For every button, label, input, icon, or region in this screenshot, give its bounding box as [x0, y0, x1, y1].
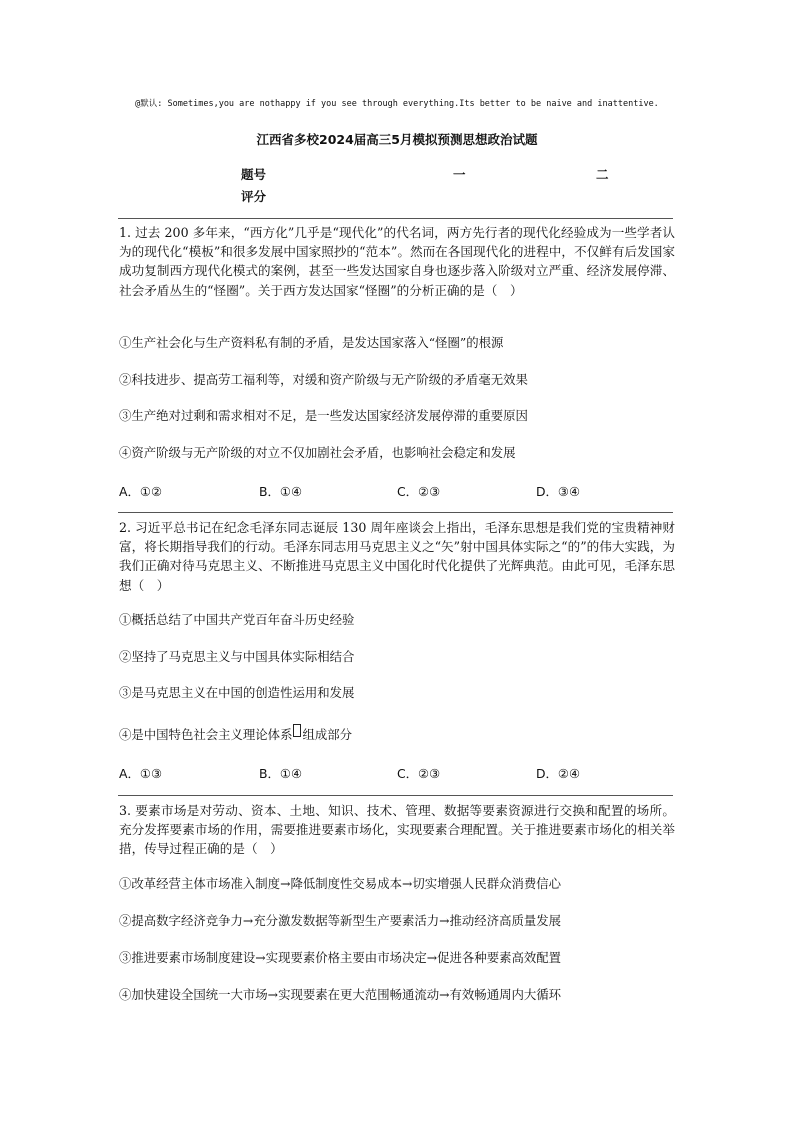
question-2-choice-c[interactable]: C．②③ [397, 766, 441, 781]
question-1-option-4: ④资产阶级与无产阶级的对立不仅加剧社会矛盾，也影响社会稳定和发展 [119, 445, 516, 460]
question-1-option-3: ③生产绝对过剩和需求相对不足，是一些发达国家经济发展停滞的重要原因 [119, 408, 528, 423]
header-note: @默认: Sometimes,you are nothappy if you see through everything.Its better to be naive and inattentive. [135, 99, 659, 109]
question-3-option-2: ②提高数字经济竞争力→充分激发数据等新型生产要素活力→推动经济高质量发展 [119, 913, 562, 928]
question-2-option-4 [119, 724, 352, 743]
question-2-stem: 2. 习近平总书记在纪念毛泽东同志诞辰 130 周年座谈会上指出，毛泽东思想是我们党的宝贵精神财富，将长期指导我们的行动。毛泽东同志用马克思主义之“矢”射中国具体实际之“的”的伟大实践，为我们正确对待马克思主义、不断推进马克思主义中国化时代化提供了光辉典范。由此可见，毛泽东思想（ ） [119, 520, 675, 593]
question-2-option-2: ②坚持了马克思主义与中国具体实际相结合 [119, 649, 355, 664]
question-2-choice-a[interactable]: A．①③ [119, 766, 163, 781]
missing-glyph-box-icon [293, 724, 301, 737]
exam-title: 江西省多校2024届高三5月模拟预测思想政治试题 [256, 132, 538, 147]
question-2-option-3: ③是马克思主义在中国的创造性运用和发展 [119, 685, 355, 700]
question-2-choice-d[interactable]: D．②④ [536, 766, 581, 781]
question-divider [118, 218, 673, 219]
question-1-choice-b[interactable]: B．①④ [259, 484, 303, 499]
question-1-choice-d[interactable]: D．③④ [536, 484, 581, 499]
score-table [241, 165, 621, 209]
question-1-option-2: ②科技进步、提高劳工福利等，对缓和资产阶级与无产阶级的矛盾毫无效果 [119, 372, 528, 387]
question-1-stem: 1. 过去 200 多年来，“西方化”几乎是“现代化”的代名词，两方先行者的现代化经验成为一些学者认为的现代化“模板”和很多发展中国家照抄的“范本”。然而在各国现代化的进程中，不仅鲜有后发国家成功复制西方现代化模式的案例，甚至一些发达国家自身也逐步落入阶级对立严重、经济发展停滞、社会矛盾丛生的“怪圈”。关于西方发达国家“怪圈”的分析正确的是（ ） [119, 225, 675, 298]
question-3-option-3: ③推进要素市场制度建设→实现要素价格主要由市场决定→促进各种要素高效配置 [119, 950, 562, 965]
question-divider [118, 512, 673, 513]
question-2-option-4-text: ④是中国特色社会主义理论体系 [119, 727, 293, 742]
question-1-choice-a[interactable]: A．①② [119, 484, 163, 499]
question-3-stem: 3. 要素市场是对劳动、资本、土地、知识、技术、管理、数据等要素资源进行交换和配置的场所。充分发挥要素市场的作用，需要推进要素市场化，实现要素合理配置。关于推进要素市场化的相关举措，传导过程正确的是（ ） [119, 803, 675, 857]
question-divider [118, 795, 673, 796]
score-row-label: 评分 [241, 189, 267, 204]
question-2-option-1: ①概括总结了中国共产党百年奋斗历史经验 [119, 612, 355, 627]
question-3-option-4: ④加快建设全国统一大市场→实现要素在更大范围畅通流动→有效畅通周内大循环 [119, 987, 562, 1002]
question-2-choice-b[interactable]: B．①④ [259, 766, 303, 781]
score-header-section-1: 一 [453, 167, 466, 182]
question-3-option-1: ①改革经营主体市场准入制度→降低制度性交易成本→切实增强人民群众消费信心 [119, 876, 562, 891]
score-value-row [241, 187, 621, 209]
question-1-choice-c[interactable]: C．②③ [397, 484, 441, 499]
question-1-option-1: ①生产社会化与生产资料私有制的矛盾，是发达国家落入“怪圈”的根源 [119, 335, 504, 350]
question-2-option-4-tail: 组成部分 [302, 727, 353, 742]
score-header-label: 题号 [241, 167, 267, 182]
score-header-row [241, 165, 621, 187]
score-header-section-2: 二 [596, 167, 609, 182]
